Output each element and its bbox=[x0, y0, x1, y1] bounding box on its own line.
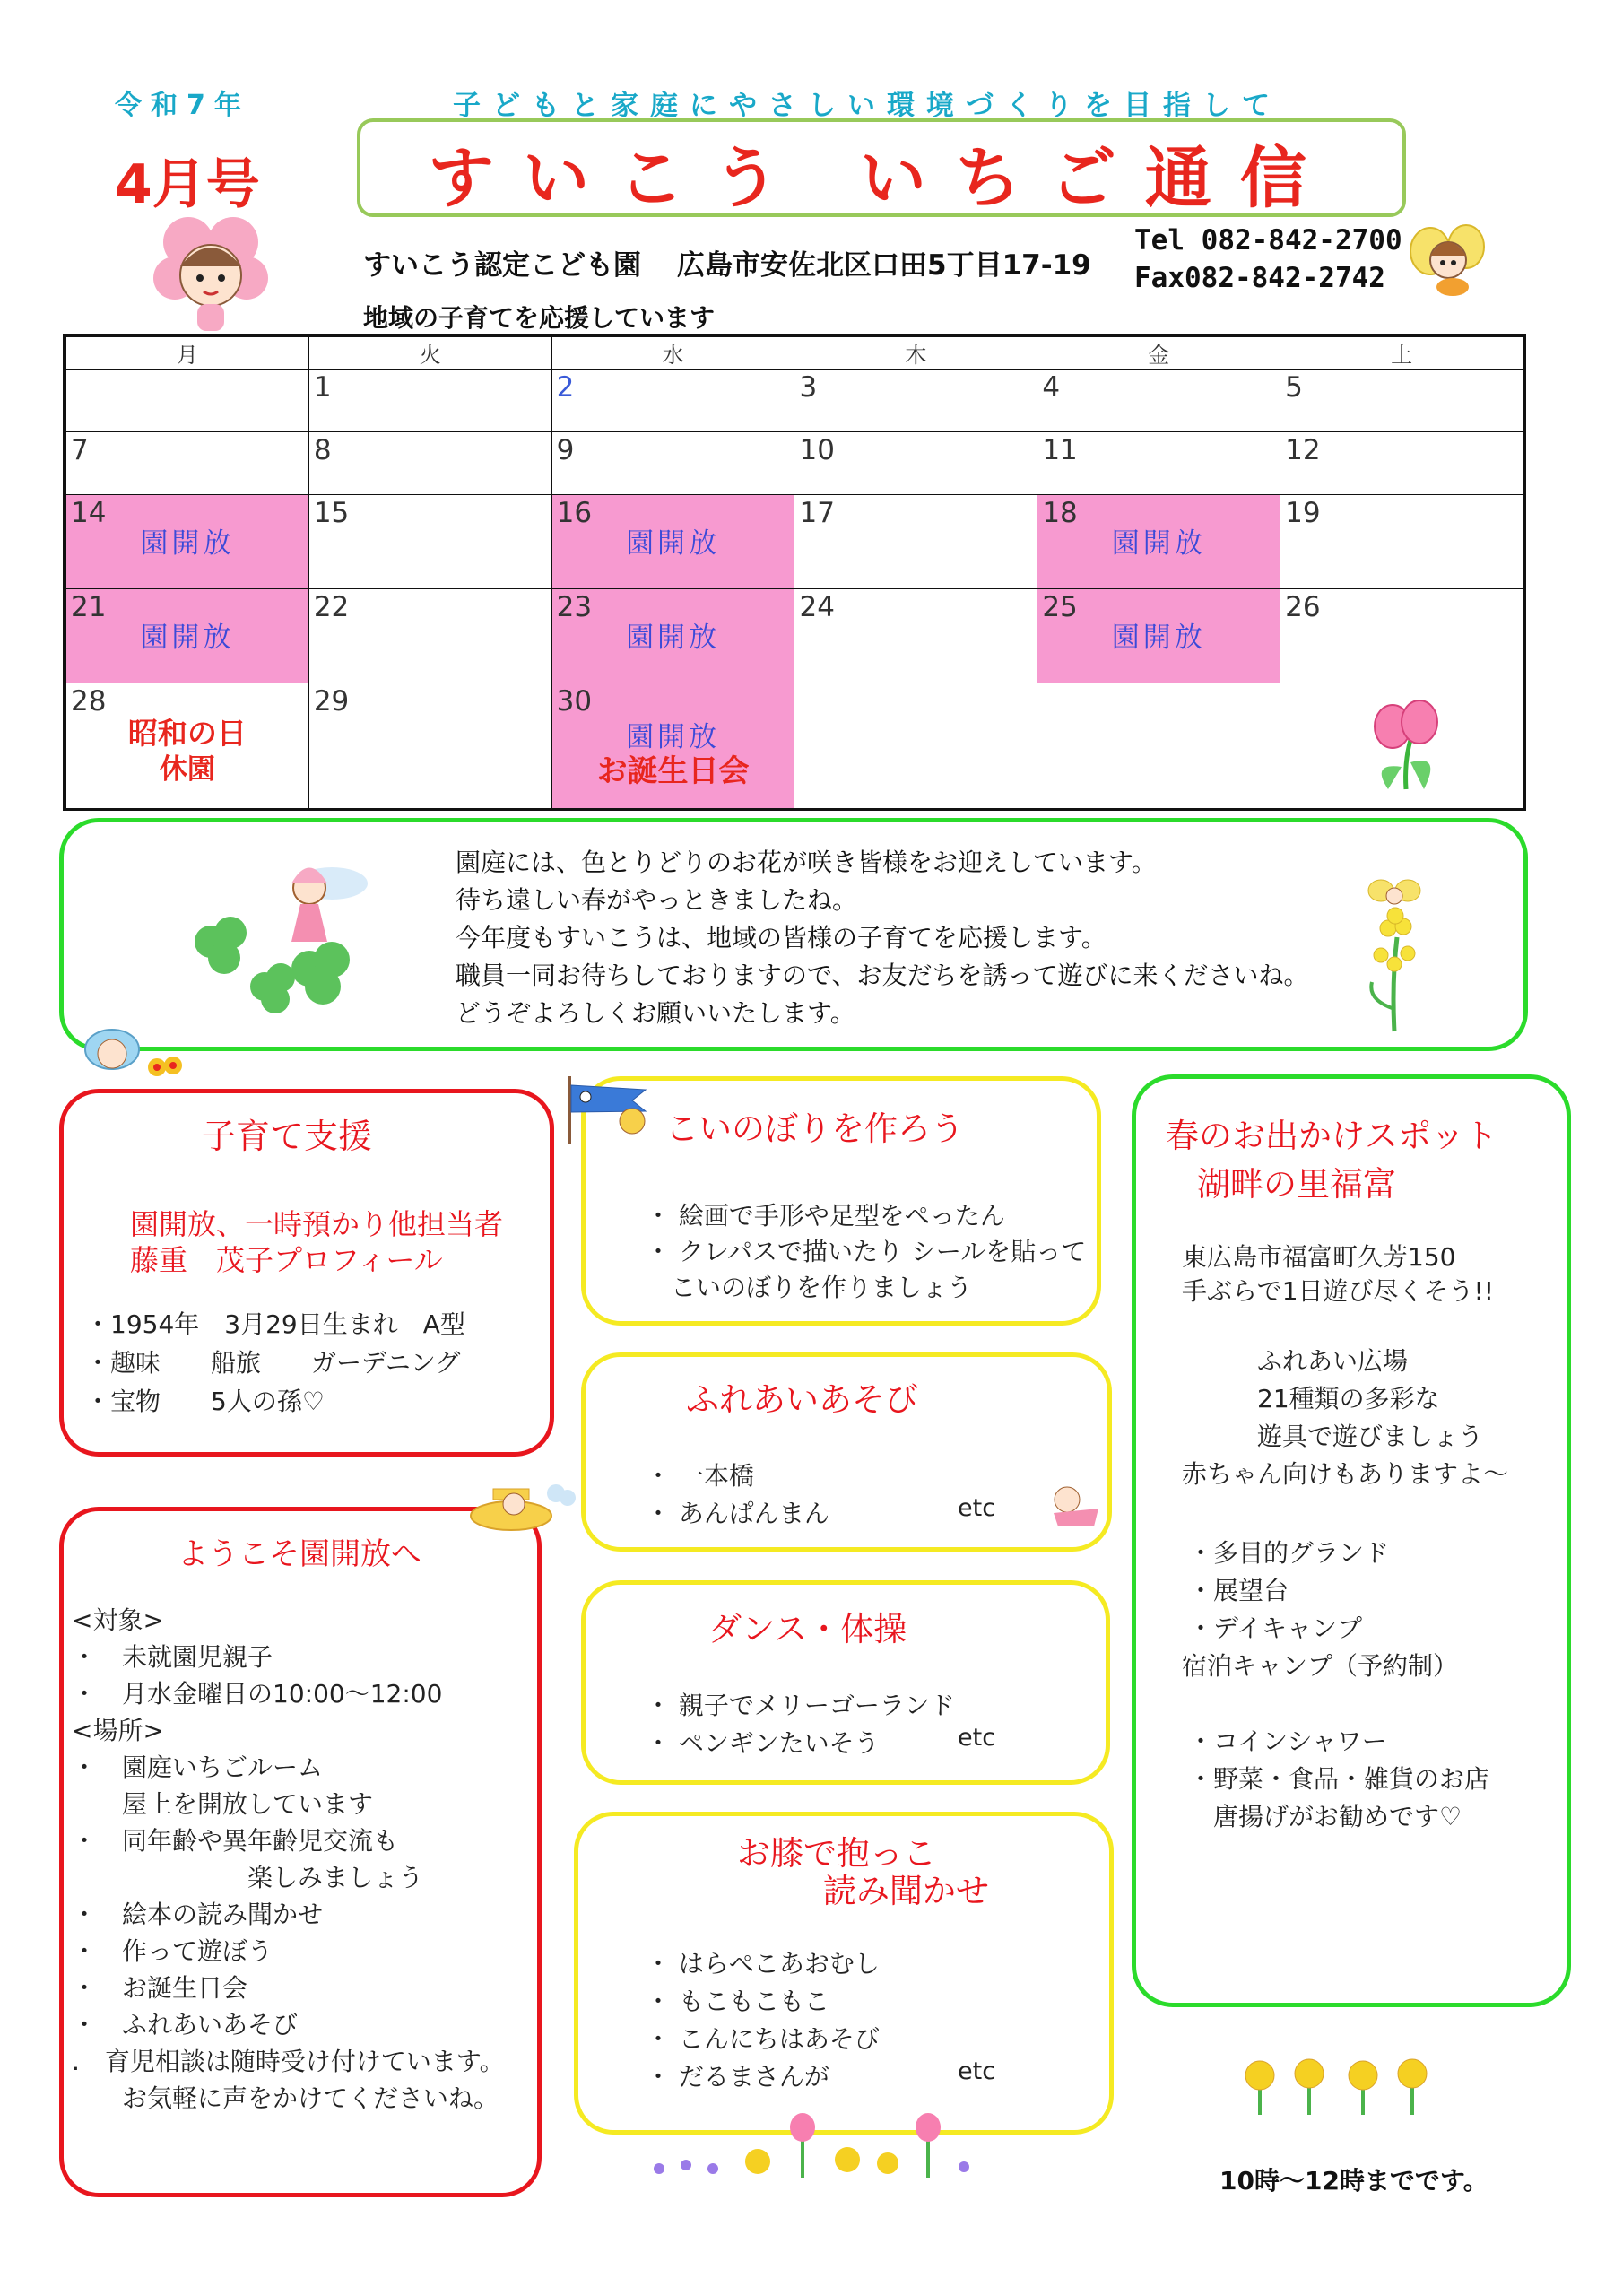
date-number: 28 bbox=[71, 685, 107, 718]
calendar-cell-open bbox=[551, 589, 794, 683]
date-number: 1 bbox=[313, 371, 332, 404]
calendar-cell bbox=[794, 683, 1037, 809]
event-label: 園開放 bbox=[1111, 622, 1206, 654]
date-number: 2 bbox=[556, 371, 575, 404]
calendar-cell bbox=[551, 370, 794, 432]
greeting-line: 今年度もすいこうは、地域の皆様の子育てを応援します。 bbox=[456, 923, 1107, 952]
date-number: 26 bbox=[1285, 591, 1321, 623]
calendar-cell bbox=[308, 683, 551, 809]
fureai-title: ふれあいあそび bbox=[686, 1380, 918, 1419]
date-number: 14 bbox=[71, 497, 107, 529]
kosodate-sub1: 園開放、一時預かり他担当者 bbox=[130, 1207, 504, 1241]
calendar-cell-open bbox=[66, 495, 309, 589]
event-label: 園開放 bbox=[1111, 527, 1206, 560]
date-number: 11 bbox=[1042, 434, 1078, 466]
ehon-line: ・ だるまさんが bbox=[646, 2062, 829, 2092]
calendar-cell bbox=[1280, 589, 1523, 683]
youkoso-line: <場所> bbox=[72, 1716, 164, 1745]
spot-line: ・多目的グランド bbox=[1188, 1538, 1390, 1568]
calendar-cell bbox=[308, 432, 551, 495]
date-number: 9 bbox=[556, 434, 575, 466]
event-label: 園開放 bbox=[626, 527, 721, 560]
calendar-cell bbox=[551, 432, 794, 495]
greeting-line: 園庭には、色とりどりのお花が咲き皆様をお迎えしています。 bbox=[456, 848, 1157, 877]
spot-line: 宿泊キャンプ（予約制） bbox=[1182, 1651, 1459, 1681]
spot-line: 唐揚げがお勧めです♡ bbox=[1188, 1802, 1462, 1831]
day-header-mon: 月 bbox=[66, 337, 309, 370]
koinobori-title: こいのぼりを作ろう bbox=[665, 1109, 964, 1148]
fureai-line: ・ あんぱんまん bbox=[646, 1499, 829, 1528]
closed-label: 休園 bbox=[159, 753, 215, 786]
footer-note: 10時～12時までです。 bbox=[1219, 2166, 1488, 2196]
youkoso-line: ・ 月水金曜日の10:00～12:00 bbox=[72, 1679, 443, 1709]
date-number: 18 bbox=[1042, 497, 1078, 529]
greeting-line: どうぞよろしくお願いいたします。 bbox=[456, 998, 855, 1028]
kosodate-title: 子育て支援 bbox=[202, 1117, 373, 1156]
date-number: 30 bbox=[556, 685, 593, 718]
youkoso-line: ・ 園庭いちごルーム bbox=[72, 1752, 324, 1782]
spot-line: ・野菜・食品・雑貨のお店 bbox=[1188, 1764, 1490, 1794]
ehon-line: ・ もこもこもこ bbox=[646, 1987, 829, 2016]
spot-line: ・展望台 bbox=[1188, 1576, 1289, 1605]
calendar-cell-holiday bbox=[66, 683, 309, 809]
day-header-fri: 金 bbox=[1037, 337, 1280, 370]
ehon-line: ・ はらぺこあおむし bbox=[646, 1949, 880, 1979]
koinobori-line: こいのぼりを作りましょう bbox=[646, 1273, 973, 1302]
calendar-cell bbox=[66, 370, 309, 432]
event-label: 園開放 bbox=[626, 721, 721, 753]
kid-icon bbox=[1045, 1482, 1107, 1535]
date-number: 25 bbox=[1042, 591, 1078, 623]
calendar-cell bbox=[1037, 370, 1280, 432]
spot-line: 赤ちゃん向けもありますよ～ bbox=[1182, 1459, 1509, 1489]
slogan: 子どもと家庭にやさしい環境づくりを目指して bbox=[453, 90, 1281, 122]
dance-line: ・ 親子でメリーゴーランド bbox=[646, 1691, 955, 1720]
date-number: 21 bbox=[71, 591, 107, 623]
youkoso-line: . 育児相談は随時受け付けています。 bbox=[72, 2047, 505, 2076]
newsletter-title: すいこう いちご通信 bbox=[428, 140, 1335, 217]
profile-line: ・1954年 3月29日生まれ A型 bbox=[85, 1309, 465, 1339]
youkoso-line: <対象> bbox=[72, 1605, 164, 1635]
spot-line: ふれあい広場 bbox=[1182, 1346, 1409, 1376]
youkoso-line: ・ 作って遊ぼう bbox=[72, 1936, 273, 1966]
fureai-line: ・ 一本橋 bbox=[646, 1461, 754, 1491]
calendar-cell-open bbox=[1037, 495, 1280, 589]
date-number: 16 bbox=[556, 497, 593, 529]
youkoso-line: ・ お誕生日会 bbox=[72, 1973, 248, 2003]
event-label: 園開放 bbox=[140, 622, 235, 654]
greeting-line: 待ち遠しい春がやっときましたね。 bbox=[456, 885, 858, 915]
calendar-cell bbox=[1280, 495, 1523, 589]
fureai-etc: etc bbox=[958, 1494, 996, 1522]
youkoso-line: ・ ふれあいあそび bbox=[72, 2010, 299, 2039]
koinobori-icon bbox=[560, 1072, 668, 1144]
spot-line: ・デイキャンプ bbox=[1188, 1613, 1363, 1643]
spot-line: ・コインシャワー bbox=[1188, 1726, 1387, 1756]
youkoso-line: 楽しみましょう bbox=[72, 1863, 424, 1892]
spot-line: 東広島市福富町久芳150 bbox=[1182, 1242, 1456, 1272]
event-label: 園開放 bbox=[626, 622, 721, 654]
date-number: 23 bbox=[556, 591, 593, 623]
clover-fairy-icon bbox=[175, 834, 408, 1013]
youkoso-title: ようこそ園開放へ bbox=[178, 1536, 421, 1572]
tel: Tel 082-842-2700 bbox=[1134, 224, 1402, 257]
ehon-line: ・ こんにちはあそび bbox=[646, 2024, 880, 2054]
date-number: 3 bbox=[799, 371, 818, 404]
date-number: 22 bbox=[313, 591, 350, 623]
butterfly-flower-icon bbox=[1354, 874, 1435, 1036]
fax: Fax082-842-2742 bbox=[1134, 262, 1385, 294]
tulip-icon bbox=[1361, 700, 1451, 794]
dandelion-icon bbox=[1233, 2054, 1439, 2117]
issue-label: 4月号 bbox=[115, 153, 260, 216]
date-number: 19 bbox=[1285, 497, 1321, 529]
calendar-cell-open bbox=[66, 589, 309, 683]
calendar-cell bbox=[794, 589, 1037, 683]
date-number: 12 bbox=[1285, 434, 1321, 466]
koinobori-line: ・ クレパスで描いたり シールを貼って bbox=[646, 1237, 1087, 1266]
profile-line: ・宝物 5人の孫♡ bbox=[85, 1387, 325, 1416]
holiday-label: 昭和の日 bbox=[127, 716, 247, 751]
dance-title: ダンス・体操 bbox=[708, 1610, 907, 1648]
date-number: 7 bbox=[71, 434, 89, 466]
calendar-cell bbox=[794, 370, 1037, 432]
greeting-line: 職員一同お待ちしておりますので、お友だちを誘って遊びに来くださいね。 bbox=[456, 961, 1309, 990]
flowers-icon bbox=[641, 2108, 982, 2179]
day-header-thu: 木 bbox=[794, 337, 1037, 370]
spot-line: 21種類の多彩な bbox=[1182, 1384, 1440, 1413]
youkoso-line: ・ 未就園児親子 bbox=[72, 1642, 273, 1672]
event-label: 園開放 bbox=[140, 527, 235, 560]
youkoso-line: 屋上を開放しています bbox=[72, 1789, 374, 1819]
date-number: 15 bbox=[313, 497, 350, 529]
kid-flowers-icon bbox=[76, 1013, 193, 1085]
birthday-label: お誕生日会 bbox=[596, 753, 750, 789]
calendar-cell bbox=[1037, 683, 1280, 809]
calendar-cell bbox=[794, 495, 1037, 589]
koinobori-line: ・ 絵画で手形や足型をぺったん bbox=[646, 1201, 1005, 1231]
airplane-icon bbox=[462, 1475, 578, 1547]
calendar-cell-open bbox=[551, 495, 794, 589]
dance-etc: etc bbox=[958, 1724, 996, 1752]
calendar-cell bbox=[1280, 370, 1523, 432]
calendar-cell bbox=[794, 432, 1037, 495]
youkoso-line: ・ 同年齢や異年齢児交流も bbox=[72, 1826, 399, 1856]
date-number: 17 bbox=[799, 497, 835, 529]
spot-title-1: 春のお出かけスポット bbox=[1166, 1117, 1497, 1155]
kosodate-sub2: 藤重 茂子プロフィール bbox=[130, 1243, 443, 1277]
org-name: すいこう認定こども園 bbox=[363, 249, 641, 282]
date-number: 24 bbox=[799, 591, 835, 623]
date-number: 8 bbox=[313, 434, 332, 466]
ehon-title-1: お膝で抱っこ bbox=[737, 1834, 936, 1873]
date-number: 4 bbox=[1042, 371, 1061, 404]
ehon-title-2: 読み聞かせ bbox=[823, 1872, 989, 1910]
day-header-tue: 火 bbox=[308, 337, 551, 370]
date-number: 29 bbox=[313, 685, 350, 718]
bee-kid-icon bbox=[1403, 220, 1493, 300]
address: 広島市安佐北区口田5丁目17-19 bbox=[677, 249, 1091, 282]
profile-line: ・趣味 船旅 ガーデニング bbox=[85, 1348, 461, 1378]
calendar-cell bbox=[308, 589, 551, 683]
era-label: 令和7年 bbox=[115, 90, 250, 121]
calendar-cell bbox=[1037, 432, 1280, 495]
spot-title-2: 湖畔の里福富 bbox=[1197, 1165, 1396, 1204]
youkoso-line: ・ 絵本の読み聞かせ bbox=[72, 1900, 324, 1929]
day-header-sat: 土 bbox=[1280, 337, 1523, 370]
youkoso-line: お気軽に声をかけてくださいね。 bbox=[72, 2083, 499, 2113]
support-line: 地域の子育てを応援しています bbox=[363, 303, 716, 333]
date-number: 5 bbox=[1285, 371, 1303, 404]
calendar-cell bbox=[308, 495, 551, 589]
date-number: 10 bbox=[799, 434, 835, 466]
spot-line: 遊具で遊びましょう bbox=[1182, 1422, 1484, 1451]
calendar-cell-open bbox=[1037, 589, 1280, 683]
spot-line: 手ぶらで1日遊び尽くそう!! bbox=[1182, 1276, 1494, 1306]
dance-line: ・ ペンギンたいそう bbox=[646, 1728, 880, 1758]
calendar-cell bbox=[1280, 432, 1523, 495]
calendar-cell bbox=[1280, 683, 1523, 809]
day-header-wed: 水 bbox=[551, 337, 794, 370]
calendar-cell bbox=[66, 432, 309, 495]
ehon-etc: etc bbox=[958, 2057, 996, 2085]
calendar-cell-open bbox=[551, 683, 794, 809]
calendar bbox=[63, 334, 1526, 811]
fairy-girl-icon bbox=[148, 211, 273, 336]
calendar-cell bbox=[308, 370, 551, 432]
